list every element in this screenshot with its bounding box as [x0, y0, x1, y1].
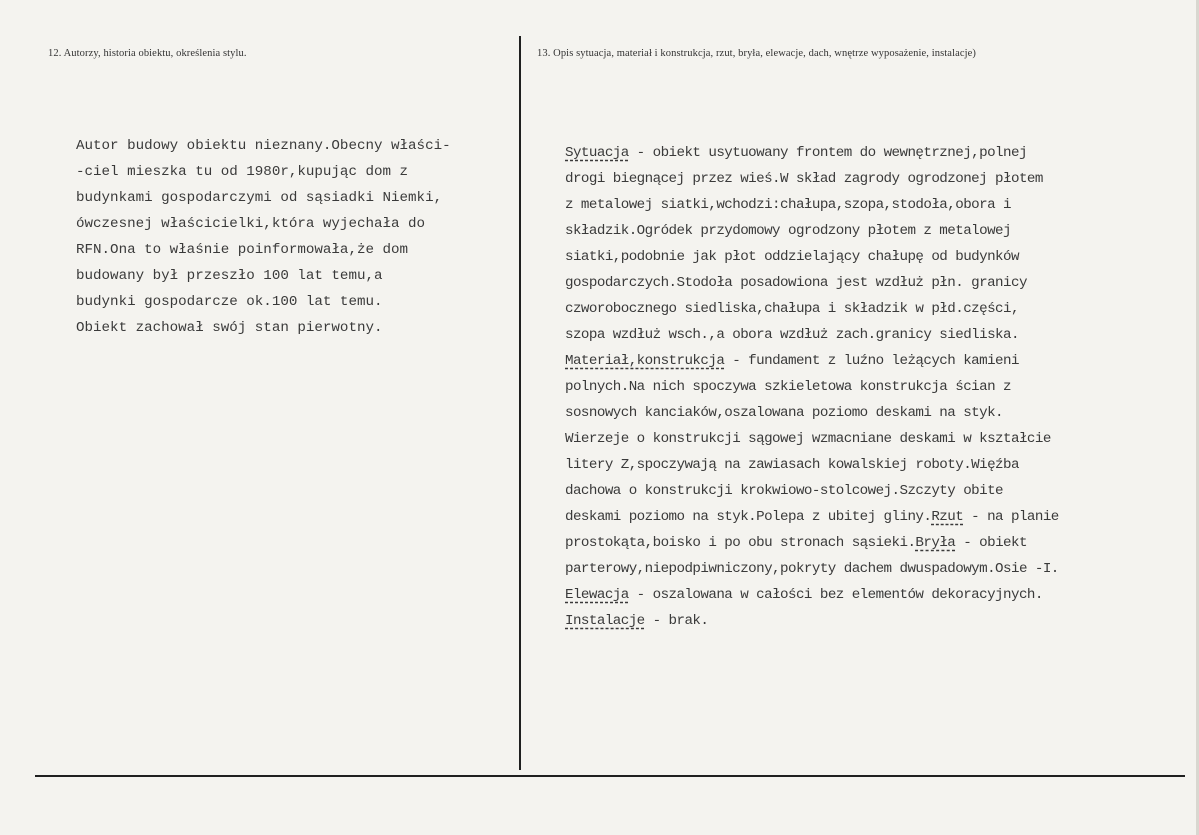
- text-line: sosnowych kanciaków,oszalowana poziomo deskami na styk.: [565, 405, 1004, 421]
- text-line: budynki gospodarcze ok.100 lat temu.: [76, 294, 383, 310]
- bottom-rule: [35, 775, 1185, 777]
- line-text: prostokąta,boisko i po obu stronach sąsieki.: [565, 535, 916, 551]
- text-line: budowany był przeszło 100 lat temu,a: [76, 268, 383, 284]
- line-text: - oszalowana w całości bez elementów dekoracyjnych.: [628, 587, 1043, 603]
- text-line: [565, 530, 1195, 556]
- text-line: szopa wzdłuż wsch.,a obora wzdłuż zach.granicy siedliska.: [565, 327, 1019, 343]
- heading-elewacja: Elewacja: [565, 587, 629, 603]
- heading-material-konstrukcja: Materiał,konstrukcja: [565, 353, 725, 369]
- line-text: deskami poziomo na styk.Polepa z ubitej gliny.: [565, 509, 932, 525]
- authors-history-text: [76, 133, 516, 341]
- description-text: [565, 140, 1195, 634]
- text-line: [565, 608, 1195, 634]
- text-line: [565, 582, 1195, 608]
- text-line: dachowa o konstrukcji krokwiowo-stolcowej.Szczyty obite: [565, 483, 1004, 499]
- line-text: - obiekt usytuowany frontem do wewnętrznej,polnej: [628, 145, 1027, 161]
- text-line: RFN.Ona to właśnie poinformowała,że dom: [76, 242, 409, 258]
- heading-sytuacja: Sytuacja: [565, 145, 629, 161]
- line-text: - obiekt: [955, 535, 1027, 551]
- text-line: gospodarczych.Stodoła posadowiona jest wzdłuż płn. granicy: [565, 275, 1027, 291]
- line-text: - brak.: [644, 613, 709, 629]
- heading-bryla: Bryła: [915, 535, 956, 551]
- section-12-header: 12. Autorzy, historia obiektu, określenia stylu.: [48, 48, 247, 59]
- text-line: z metalowej siatki,wchodzi:chałupa,szopa,stodoła,obora i: [565, 197, 1011, 213]
- heading-rzut: Rzut: [931, 509, 964, 525]
- text-line: Obiekt zachował swój stan pierwotny.: [76, 320, 383, 336]
- text-line: siatki,podobnie jak płot oddzielający chałupę od budynków: [565, 249, 1019, 265]
- line-text: - fundament z luźno leżących kamieni: [724, 353, 1019, 369]
- text-line: drogi biegnącej przez wieś.W skład zagrody ogrodzonej płotem: [565, 171, 1043, 187]
- text-line: składzik.Ogródek przydomowy ogrodzony płotem z metalowej: [565, 223, 1011, 239]
- text-line: [565, 140, 1195, 166]
- text-line: -ciel mieszka tu od 1980r,kupując dom z: [76, 164, 409, 180]
- line-text: - na planie: [963, 509, 1059, 525]
- text-line: czworobocznego siedliska,chałupa i składzik w płd.części,: [565, 301, 1019, 317]
- text-line: budynkami gospodarczymi od sąsiadki Niemki,: [76, 190, 443, 206]
- heading-instalacje: Instalacje: [565, 613, 645, 629]
- text-line: ówczesnej właścicielki,która wyjechała do: [76, 216, 426, 232]
- text-line: polnych.Na nich spoczywa szkieletowa konstrukcja ścian z: [565, 379, 1011, 395]
- text-line: litery Z,spoczywają na zawiasach kowalskiej roboty.Więźba: [565, 457, 1019, 473]
- text-line: parterowy,niepodpiwniczony,pokryty dachem dwuspadowym.Osie -I.: [565, 561, 1059, 577]
- text-line: Wierzeje o konstrukcji sągowej wzmacniane deskami w kształcie: [565, 431, 1051, 447]
- text-line: [565, 504, 1195, 530]
- text-line: Autor budowy obiektu nieznany.Obecny właści-: [76, 138, 451, 154]
- column-divider: [519, 36, 521, 770]
- section-13-header: 13. Opis sytuacja, materiał i konstrukcja, rzut, bryła, elewacje, dach, wnętrze wyposażenie, instalacje): [537, 48, 976, 59]
- text-line: [565, 348, 1195, 374]
